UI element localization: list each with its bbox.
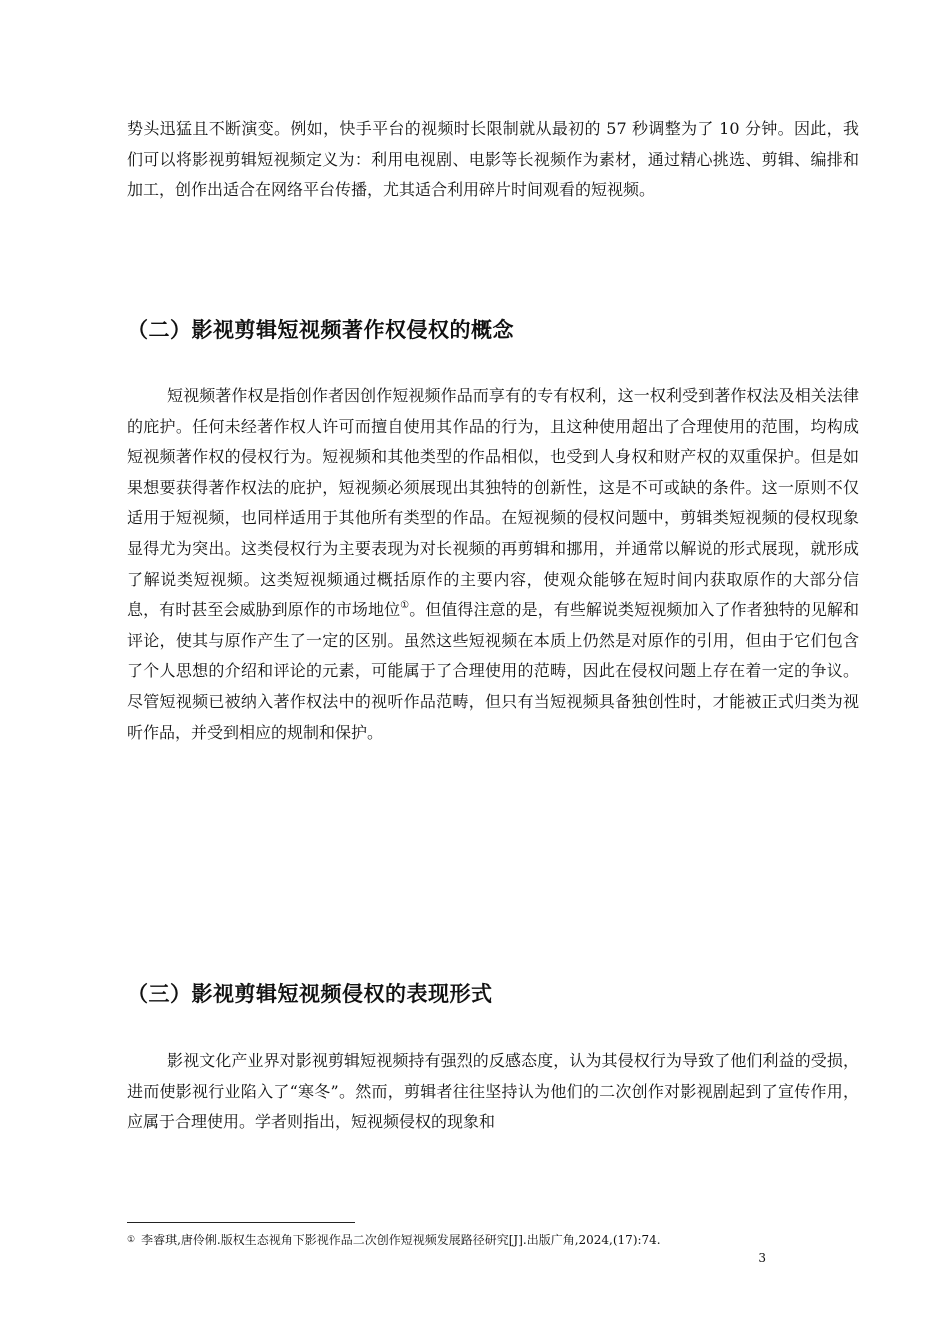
paragraph-copyright-concept: [127, 381, 859, 748]
paragraph-infringement-forms: 影视文化产业界对影视剪辑短视频持有强烈的反感态度，认为其侵权行为导致了他们利益的受损，进而使影视行业陷入了“寒冬”。然而，剪辑者往往坚持认为他们的二次创作对影视剧起到了宣传作用，应属于合理使用。学者则指出，短视频侵权的现象和: [127, 1051, 859, 1132]
footnote-separator: [127, 1222, 355, 1223]
footnote-text: 李睿琪,唐伶俐.版权生态视角下影视作品二次创作短视频发展路径研究[J].出版广角,2024,(17):74.: [141, 1233, 661, 1247]
footnote: [127, 1232, 847, 1248]
paragraph-continued: 势头迅猛且不断演变。例如，快手平台的视频时长限制就从最初的 57 秒调整为了 10 分钟。因此，我们可以将影视剪辑短视频定义为：利用电视剧、电影等长视频作为素材，通过精心挑选、剪辑、编排和加工，创作出适合在网络平台传播，尤其适合利用碎片时间观看的短视频。: [127, 119, 859, 200]
paragraph-text-part1: 短视频著作权是指创作者因创作短视频作品而享有的专有权利，这一权利受到著作权法及相关法律的庇护。任何未经著作权人许可而擅自使用其作品的行为，且这种使用超出了合理使用的范围，均构成短视频著作权的侵权行为。短视频和其他类型的作品相似，也受到人身权和财产权的双重保护。但是如果想要获得著作权法的庇护，短视频必须展现出其独特的创新性，这是不可或缺的条件。这一原则不仅适用于短视频，也同样适用于其他所有类型的作品。在短视频的侵权问题中，剪辑类短视频的侵权现象显得尤为突出。这类侵权行为主要表现为对长视频的再剪辑和挪用，并通常以解说的形式展现，就形成了解说类短视频。这类短视频通过概括原作的主要内容，使观众能够在短时间内获取原作的大部分信息，有时甚至会威胁到原作的市场地位: [127, 386, 859, 620]
footnote-reference[interactable]: ①: [400, 600, 410, 612]
section-heading-2: （二）影视剪辑短视频著作权侵权的概念: [127, 318, 514, 342]
section-heading-3: （三）影视剪辑短视频侵权的表现形式: [127, 982, 493, 1006]
footnote-mark: ①: [127, 1235, 136, 1245]
paragraph-text-part2: 。但值得注意的是，有些解说类短视频加入了作者独特的见解和评论，使其与原作产生了一定的区别。虽然这些短视频在本质上仍然是对原作的引用，但由于它们包含了个人思想的介绍和评论的元素，可能属于了合理使用的范畴，因此在侵权问题上存在着一定的争议。尽管短视频已被纳入著作权法中的视听作品范畴，但只有当短视频具备独创性时，才能被正式归类为视听作品，并受到相应的规制和保护。: [127, 600, 859, 742]
page-number: 3: [758, 1251, 766, 1265]
